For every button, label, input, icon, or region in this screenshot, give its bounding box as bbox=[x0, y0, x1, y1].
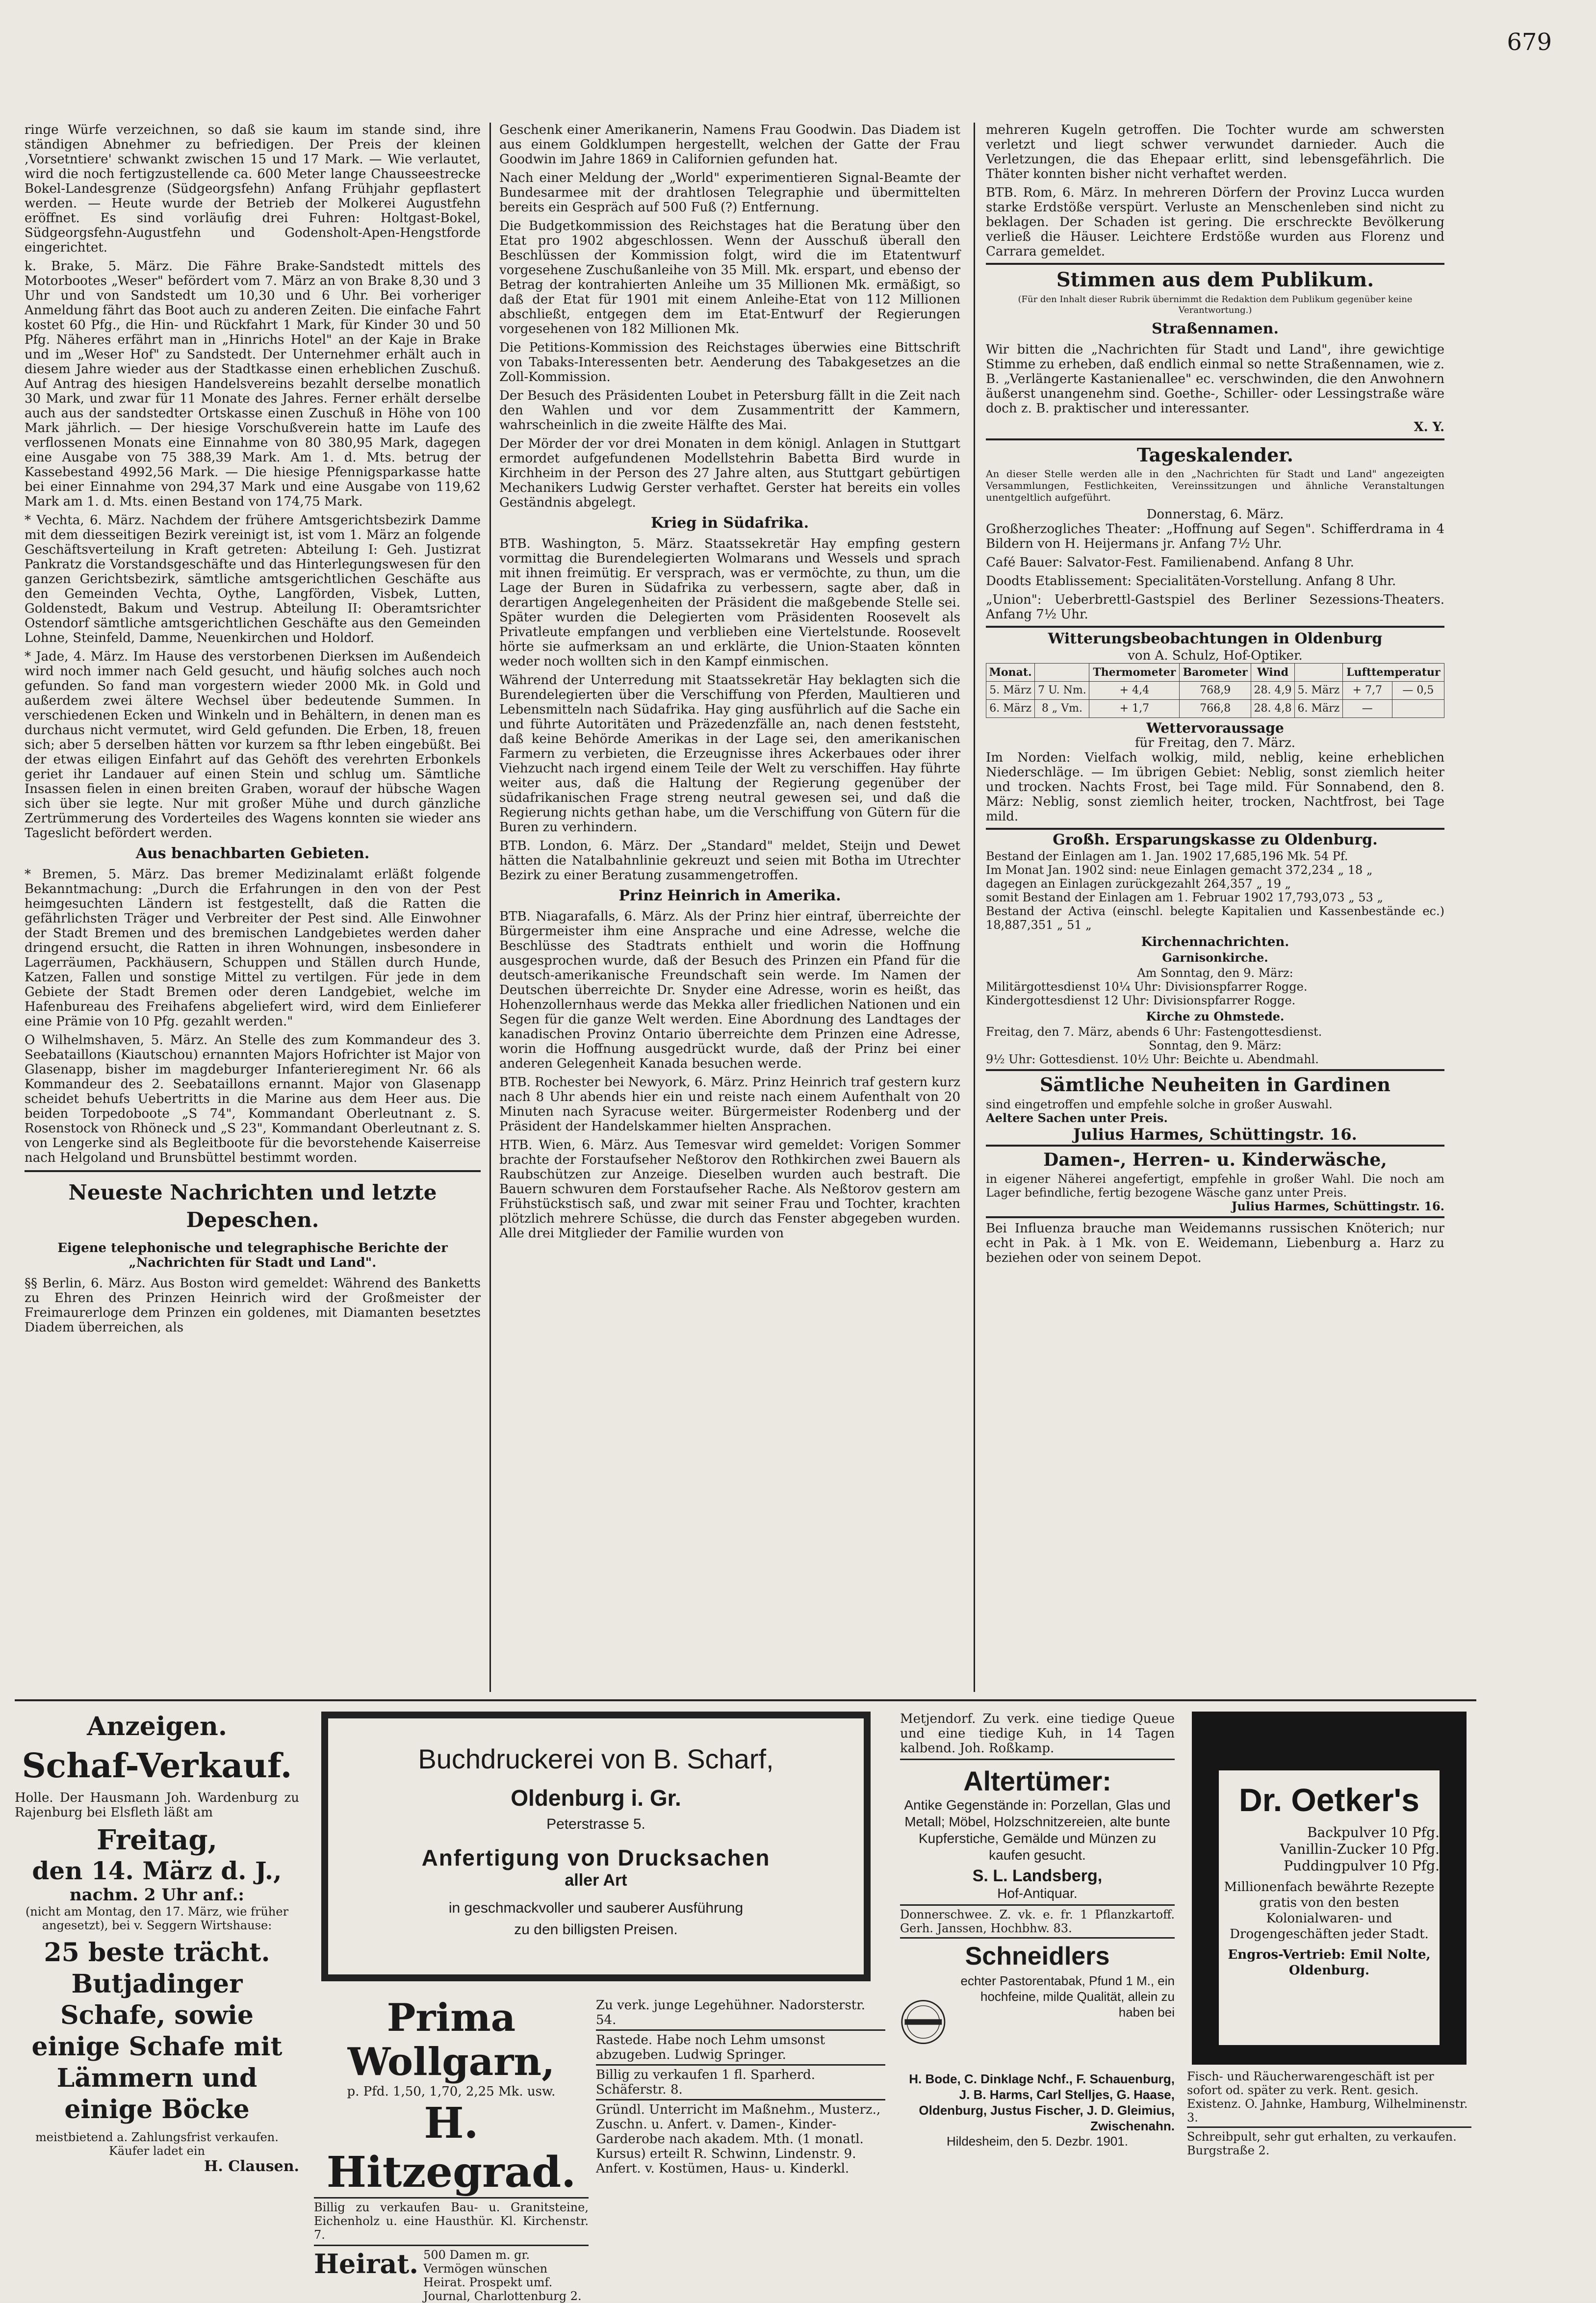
church-line: Militärgottesdienst 10¼ Uhr: Divisionspfarrer Rogge. bbox=[986, 980, 1308, 994]
divider bbox=[986, 263, 1444, 265]
weather-heading: Witterungsbeobachtungen in Oldenburg bbox=[1048, 630, 1383, 647]
divider bbox=[986, 828, 1444, 830]
small-ad: Schreibpult, sehr gut erhalten, zu verkaufen. Burgstraße 2. bbox=[1187, 2130, 1457, 2157]
page-number: 679 bbox=[1507, 28, 1552, 56]
waesche-text: in eigener Näherei angefertigt, empfehle in großer Wahl. Die noch am Lager befindliche, fertig bezogene Wäsche ganz unter Preis. bbox=[986, 1172, 1444, 1200]
table-cell: + 1,7 bbox=[1089, 700, 1180, 718]
article-paragraph: HTB. Wien, 6. März. Aus Temesvar wird gemeldet: Vorigen Sommer brachte der Forstaufseher Neßtorov den Rothkirchen zwei Bauern als Raubschützen zur Anzeige. Dieselben wurden auch bestraft. Die Bauern schwuren dem Forstaufseher Rache. Als Neßtorov gestern am Frühstückstisch saß, und zwar mit seiner Frau und Tochter, krachten plötzlich mehrere Schüsse, die durch das Fenster abgegeben wurden. Alle drei Mitglieder der Familie wurden von bbox=[499, 1138, 960, 1241]
building-materials-ad: Billig zu verkaufen Bau- u. Granitsteine, Eichenholz u. eine Hausthür. Kl. Kirchenstr. 7. bbox=[314, 2197, 589, 2242]
divider bbox=[986, 1069, 1444, 1071]
forecast-subheading: für Freitag, den 7. März. bbox=[1135, 736, 1295, 750]
table-cell: 5. März bbox=[986, 682, 1035, 700]
marriage-ad-title: Heirat. bbox=[314, 2248, 419, 2279]
table-row bbox=[986, 682, 1444, 700]
bank-heading: Großh. Ersparungskasse zu Oldenburg. bbox=[1053, 831, 1378, 848]
church-line: Kindergottesdienst 12 Uhr: Divisionspfarrer Rogge. bbox=[986, 994, 1296, 1007]
tobacco-seal-icon bbox=[900, 1973, 947, 2071]
gardinen-heading: Sämtliche Neuheiten in Gardinen bbox=[1039, 1074, 1391, 1096]
sheep-sale-note: (nicht am Montag, den 17. März, wie früher angesetzt), bei v. Seggern Wirtshause: bbox=[25, 1905, 289, 1932]
divider bbox=[986, 438, 1444, 440]
small-ad: Zu verk. junge Legehühner. Nadorsterstr. 54. bbox=[596, 1996, 885, 2031]
article-paragraph: §§ Berlin, 6. März. Aus Boston wird gemeldet: Während des Banketts zu Ehren des Prinzen Heinrich wird der Großmeister der Freimaurerloge dem Prinzen ein goldenes, mit Diamanten besetztes Diadem überreichen, als bbox=[25, 1276, 481, 1335]
article-paragraph: * Bremen, 5. März. Das bremer Medizinalamt erläßt folgende Bekanntmachung: „Durch die Erfahrungen in den von der Pest heimgesuchten Ländern ist festgestellt, daß die Ratten die gefährlichsten Träger und Verbreiter der Pest sind. Alle Einwohner der Stadt Bremen und des bremischen Landgebietes werden daher dringend ersucht, die Ratten in ihren Wohnungen, insbesondere in Lagerräumen, Packhäusern, Schuppen und Ställen durch Hunde, Katzen, Fallen und sonstige Mittel zu vertilgen. Für jede in dem Gebiete der Stadt Bremen oder deren Landgebiet, welche im Hafenbureau des Freihafens abgeliefert wird, wird dem Einlieferer eine Prämie von 10 Pfg. gezahlt werden." bbox=[25, 867, 481, 1029]
article-paragraph: k. Brake, 5. März. Die Fähre Brake-Sandstedt mittels des Motorbootes „Weser" befördert vom 7. März an von Brake 8,30 und 3 Uhr und von Sandstedt um 10,30 und 6 Uhr. Bei vorheriger Anmeldung fährt das Boot auch zu anderen Zeiten. Die einfache Fahrt kostet 60 Pfg., die Hin- und Rückfahrt 1 Mark, für Kinder 30 und 50 Pfg. Näheres erfährt man in „Hinrichs Hotel" an der Kaje in Brake und im „Weser Hof" zu Sandstedt. Der Unternehmer erhält auch in diesem Jahre wieder aus der Stadtkasse einen erheblichen Zuschuß. Auf Antrag des hiesigen Handelsvereins bezahlt derselbe monatlich 30 Mark, und zwar für 11 Monate des Jahres. Ferner erhält derselbe auch aus der sandstedter Ortskasse einen Zuschuß in Höhe von 100 Mark jährlich. — Der hiesige Vorschußverein hatte im Laufe des verflossenen Monats eine Einnahme von 80 380,95 Mark, dagegen eine Ausgabe von 75 388,39 Mark. Am 1. d. Mts. betrug der Kassebestand 4992,56 Mark. — Die hiesige Pfennigsparkasse hatte bei einer Einnahme von 294,37 Mark und eine Ausgabe von 119,62 Mark am 1. d. Mts. einen Bestand von 174,75 Mark. bbox=[25, 259, 481, 509]
latest-news-heading: Neueste Nachrichten und letzte Depeschen. bbox=[68, 1180, 437, 1232]
ad-right-bottom bbox=[1187, 2070, 1471, 2157]
waesche-heading: Damen-, Herren- u. Kinderwäsche, bbox=[1043, 1150, 1387, 1170]
table-cell: 28. 4,8 bbox=[1251, 700, 1295, 718]
oetker-dealer: Engros-Vertrieb: Emil Nolte, Oldenburg. bbox=[1228, 1947, 1431, 1978]
ad-wool bbox=[314, 1996, 589, 2303]
sheep-sale-title: Schaf-Verkauf. bbox=[22, 1746, 292, 1786]
table-cell: — bbox=[1342, 700, 1392, 718]
signature: X. Y. bbox=[1414, 420, 1444, 435]
divider bbox=[25, 1170, 481, 1172]
weather-table bbox=[986, 663, 1444, 718]
small-ad: Gründl. Unterricht im Maßnehm., Musterz., Zuschn. u. Anfert. v. Damen-, Kinder-Garderobe nach akadem. Mth. (1 monatl. Kursus) erteilt R. Schwinn, Lindenstr. 9. Anfert. v. Kostümen, Haus- u. Kinderkl. bbox=[596, 2102, 881, 2176]
marriage-ad-text: 500 Damen m. gr. Vermögen wünschen Heirat. Prospekt umf. Journal, Charlottenburg 2. bbox=[423, 2248, 582, 2303]
article-paragraph: Die Petitions-Kommission des Reichstages überwies eine Bittschrift von Tabaks-Interessenten betr. Aenderung des Tabakgesetzes an die Zoll-Kommission. bbox=[499, 340, 960, 384]
article-paragraph: O Wilhelmshaven, 5. März. An Stelle des zum Kommandeur des 3. Seebataillons (Kiautschou) ernannten Majors Hofrichter ist Major von Glasenapp, bisher im magdeburger Infanterieregiment Nr. 66 als Kommandeur des 2. Seebataillons ernannt. Major von Glasenapp scheidet behufs Uebertritts in die Marine aus dem Heer aus. Die beiden Torpedoboote „S 74", Kommandant Oberleutnant z. S. Rosenstock von Rhöneck und „S 23", Kommandant Oberleutnant z. S. von Lengerke sind als Begleitboote für die bevorstehende Kaiserreise nach Helgoland und Brunsbüttel bestimmt worden. bbox=[25, 1033, 481, 1165]
antiques-text: Antike Gegenstände in: Porzellan, Glas und Metall; Möbel, Holzschnitzereien, alte bunte Kupferstiche, Gemälde und Münzen zu kaufen gesucht. bbox=[904, 1797, 1171, 1863]
church-line: Freitag, den 7. März, abends 6 Uhr: Fastengottesdienst. bbox=[986, 1025, 1322, 1039]
calendar-item: Doodts Etablissement: Specialitäten-Vorstellung. Anfang 8 Uhr. bbox=[986, 574, 1396, 589]
article-paragraph: Nach einer Meldung der „World" experimentieren Signal-Beamte der Bundesarmee mit der drahtlosen Telegraphie und übermittelten bereits ein Gespräch auf 500 Fuß (?) Entfernung. bbox=[499, 171, 960, 215]
table-header bbox=[1294, 664, 1342, 682]
antiques-sub: Hof-Antiquar. bbox=[900, 1886, 1175, 1906]
small-ad: Donnerschwee. Z. vk. e. fr. 1 Pflanzkartoff. Gerh. Janssen, Hochbhw. 83. bbox=[900, 1906, 1175, 1939]
garrison-heading: Garnisonkirche. bbox=[1162, 950, 1268, 965]
table-cell: 768,9 bbox=[1180, 682, 1251, 700]
waesche-firm: Julius Harmes, Schüttingstr. 16. bbox=[1232, 1199, 1444, 1213]
tobacco-text: echter Pastorentabak, Pfund 1 M., ein hochfeine, milde Qualität, allein zu haben bei bbox=[960, 1973, 1175, 2020]
divider bbox=[986, 626, 1444, 628]
table-cell: 6. März bbox=[1294, 700, 1342, 718]
table-header: Lufttemperatur bbox=[1342, 664, 1444, 682]
ohmstede-heading: Kirche zu Ohmstede. bbox=[1146, 1009, 1285, 1024]
table-cell: 766,8 bbox=[1180, 700, 1251, 718]
wool-prices: p. Pfd. 1,50, 1,70, 2,25 Mk. usw. bbox=[347, 2084, 556, 2099]
sheep-sale-date: den 14. März d. J., bbox=[32, 1856, 282, 1885]
article-paragraph: Geschenk einer Amerikanerin, Namens Frau Goodwin. Das Diadem ist aus einem Goldklumpen hergestellt, welchen der Gatte der Frau Goodwin im Jahre 1869 in Californien gefunden hat. bbox=[499, 123, 960, 167]
print-shop-name: Buchdruckerei von B. Scharf, bbox=[418, 1743, 774, 1774]
print-shop-service: Anfertigung von Drucksachen bbox=[421, 1845, 771, 1870]
article-paragraph: BTB. London, 6. März. Der „Standard" meldet, Steijn und Dewet hätten die Natalbahnlinie gekreuzt und seien mit Botha im Utrechter Bezirk zu einer Beratung zusammengetroffen. bbox=[499, 839, 960, 883]
article-paragraph: mehreren Kugeln getroffen. Die Tochter wurde am schwersten verletzt und liegt schwer verwundet darnieder. Auch die Verletzungen, die das Ehepaar erlitt, sind lebensgefährlich. Die Thäter konnten bisher nicht verhaftet werden. bbox=[986, 123, 1444, 181]
oetker-title: Dr. Oetker's bbox=[1239, 1782, 1419, 1818]
gardinen-text: sind eingetroffen und empfehle solche in großer Auswahl. bbox=[986, 1098, 1333, 1111]
section-heading: Aus benachbarten Gebieten. bbox=[135, 845, 370, 862]
table-cell: 28. 4,9 bbox=[1251, 682, 1295, 700]
weather-subheading: von A. Schulz, Hof-Optiker. bbox=[1128, 648, 1303, 663]
antiques-firm: S. L. Landsberg, bbox=[972, 1867, 1103, 1885]
article-paragraph: BTB. Rom, 6. März. In mehreren Dörfern der Provinz Lucca wurden starke Erdstöße verspürt. Verluste an Menschenleben sind nicht zu beklagen. Der Schaden ist gering. Die erschreckte Bevölkerung verließ die Häuser. Leichtere Erdstöße wurden aus Florenz und Carrara gemeldet. bbox=[986, 185, 1444, 259]
sheep-sale-big: 25 beste trächt. Butjadinger Schafe, sowie einige Schafe mit Lämmern und einige Böcke bbox=[31, 1938, 283, 2124]
table-cell: 8 „ Vm. bbox=[1035, 700, 1089, 718]
small-ad: Billig zu verkaufen 1 fl. Sparherd. Schäferstr. 8. bbox=[596, 2066, 885, 2100]
small-ads-group bbox=[596, 1996, 885, 2178]
oetker-item: Vanillin-Zucker 10 Pfg. bbox=[1280, 1841, 1440, 1857]
print-shop-city: Oldenburg i. Gr. bbox=[511, 1785, 681, 1811]
forecast-text: Im Norden: Vielfach wolkig, mild, neblig, keine erheblichen Niederschläge. — Im übrigen Gebiet: Neblig, sonst ziemlich heiter und trocken. Nachts Frost, bei Tage mild. Für Sonnabend, den 8. März: Neblig, sonst ziemlich heiter, trocken, Nachtfrost, bei Tage mild. bbox=[986, 750, 1444, 824]
church-line: 9½ Uhr: Gottesdienst. 10½ Uhr: Beichte u. Abendmahl. bbox=[986, 1052, 1319, 1066]
table-cell: 7 U. Nm. bbox=[1035, 682, 1089, 700]
section-heading: Krieg in Südafrika. bbox=[650, 514, 809, 532]
table-cell: + 4,4 bbox=[1089, 682, 1180, 700]
divider bbox=[986, 1145, 1444, 1147]
table-header: Thermometer bbox=[1089, 664, 1180, 682]
public-voices-heading: Stimmen aus dem Publikum. bbox=[1056, 268, 1374, 291]
calendar-item: Großherzogliches Theater: „Hoffnung auf Segen". Schifferdrama in 4 Bildern von H. Heijermans jr. Anfang 7½ Uhr. bbox=[986, 522, 1444, 551]
ads-heading: Anzeigen. bbox=[87, 1712, 227, 1741]
article-paragraph: BTB. Rochester bei Newyork, 6. März. Prinz Heinrich traf gestern kurz nach 8 Uhr abends hier ein und reiste nach einem Aufenthalt von 20 Minuten nach Syracuse weiter. Bürgermeister Rodenberg und der Präsident der Handelskammer hielten Ansprachen. bbox=[499, 1075, 960, 1134]
article-paragraph: * Vechta, 6. März. Nachdem der frühere Amtsgerichtsbezirk Damme mit dem diesseitigen Bezirk vereinigt ist, ist vom 1. März an folgende Geschäftsverteilung in Kraft getreten: Abteilung I: Geh. Justizrat Pankratz die Vorstandsgeschäfte und das Hinterlegungswesen für den ganzen Gerichtsbezirk, sämtliche amtsgerichtlichen Geschäfte aus den Gemeinden Vechta, Oythe, Langförden, Visbek, Lutten, Goldenstedt, Bakum und Vestrup. Abteilung II: Oberamtsrichter Ostendorf sämtliche amtsgerichtlichen Geschäfte aus den Gemeinden Lohne, Steinfeld, Damme, Neuenkirchen und Holdorf. bbox=[25, 513, 481, 645]
oetker-text: Millionenfach bewährte Rezepte gratis von den besten Kolonialwaren- und Drogengeschäften jeder Stadt. bbox=[1224, 1880, 1435, 1942]
tobacco-date: Hildesheim, den 5. Dezbr. 1901. bbox=[947, 2134, 1128, 2149]
wool-firm: H. Hitzegrad. bbox=[326, 2098, 576, 2197]
bank-line: Im Monat Jan. 1902 sind: neue Einlagen gemacht 372,234 „ 18 „ bbox=[986, 863, 1373, 877]
church-line: Sonntag, den 9. März: bbox=[1149, 1039, 1282, 1052]
column-3 bbox=[986, 123, 1444, 1269]
print-shop-street: Peterstrasse 5. bbox=[546, 1816, 645, 1832]
article-paragraph: * Jade, 4. März. Im Hause des verstorbenen Dierksen im Außendeich wird noch immer nach Geld gesucht, und häufig solches auch noch gefunden. So fand man vorgestern wieder 2000 Mk. in Gold und außerdem zwei ältere Wechsel über bedeutende Summen. In verschiedenen Ecken und Winkeln und in Behältern, in denen man es durchaus nicht vermutet, wird Geld gefunden. Die Erben, 18, freuen sich; aber 5 derselben hätten vor kurzem sa fthr leben eingebüßt. Bei der etwas eiligen Einfahrt auf das Gehöft des verehrten Erbonkels geriet ihr Landauer auf einen Stein und schlug um. Sämtliche Insassen fielen in einen breiten Graben, worauf der hübsche Wagen sich über sie legte. Nur mit großer Mühe und durch gänzliche Zertrümmerung des Vorderteiles des Wagens konnten sie wieder ans Tageslicht befördert werden. bbox=[25, 649, 481, 841]
calendar-note: An dieser Stelle werden alle in den „Nachrichten für Stadt und Land" angezeigten Versammlungen, Festlichkeiten, Vereinssitzungen und ähnliche Veranstaltungen unentgeltlich aufgeführt. bbox=[986, 468, 1444, 503]
table-header: Barometer bbox=[1180, 664, 1251, 682]
latest-news-subheading: Eigene telephonische und telegraphische Berichte der „Nachrichten für Stadt und Land". bbox=[57, 1241, 448, 1270]
sheep-sale-time: nachm. 2 Uhr anf.: bbox=[70, 1885, 244, 1905]
forecast-heading: Wettervoraussage bbox=[1146, 720, 1284, 736]
table-row bbox=[986, 700, 1444, 718]
bank-line: Bestand der Activa (einschl. belegte Kapitalien und Kassenbestände ec.) 18,887,351 „ 51 „ bbox=[986, 904, 1444, 932]
divider bbox=[986, 1216, 1444, 1218]
small-ad: Metjendorf. Zu verk. eine tiedige Queue und eine tiedige Kuh, in 14 Tagen kalbend. Joh. Roßkamp. bbox=[900, 1712, 1175, 1760]
bank-line: somit Bestand der Einlagen am 1. Februar 1902 17,793,073 „ 53 „ bbox=[986, 891, 1383, 904]
column-rule bbox=[974, 123, 975, 1692]
ad-sheep-sale bbox=[15, 1712, 299, 2175]
table-cell bbox=[1392, 700, 1444, 718]
article-paragraph: Die Budgetkommission des Reichstages hat die Beratung über den Etat pro 1902 abgeschlossen. Wenn der Ausschuß überall den Beschlüssen der Kommission folgt, wird die im Etatentwurf vorgesehene Zuschußanleihe von 35 Mill. Mk. erspart, und ebenso der Betrag der kontrahierten Anleihe um 35 Millionen Mk. ermäßigt, so daß der Etat für 1901 mit einem Anleihe-Etat von 112 Millionen abschließt, entgegen dem im Etat-Entwurf der Regierungen vorgesehenen von 182 Millionen Mk. bbox=[499, 219, 960, 336]
small-ad: Fisch- und Räucherwarengeschäft ist per sofort od. später zu verk. Rent. gesich. Existenz. O. Jahnke, Hamburg, Wilhelminenstr. 3. bbox=[1187, 2070, 1471, 2128]
wool-title: Prima Wollgarn, bbox=[347, 1996, 555, 2084]
table-cell: — 0,5 bbox=[1392, 682, 1444, 700]
article-paragraph: Der Mörder der vor drei Monaten in dem königl. Anlagen in Stuttgart ermordet aufgefundenen Modellstehrin Babetta Bird wurde in Kirchheim in der Person des 27 Jahre alten, aus Stuttgart gebürtigen Mechanikers Ludwig Gerster verhaftet. Gerster hat bereits ein volles Geständnis abgelegt. bbox=[499, 436, 960, 510]
table-cell: + 7,7 bbox=[1342, 682, 1392, 700]
article-paragraph: ringe Würfe verzeichnen, so daß sie kaum im stande sind, ihre ständigen Abnehmer zu befriedigen. Der Preis der kleinen ‚Vorsetntiere' schwankt zwischen 15 und 17 Mark. — Wie verlautet, wird die noch fertigzustellende ca. 600 Meter lange Chausseestrecke Bokel-Landesgrenze (Südgeorgsfehn) Anfang Frühjahr gepflastert werden. — Heute wurde der Betrieb der Molkerei Augustfehn eröffnet. Es sind vorläufig drei Fuhren: Holtgast-Bokel, Südgeorgsfehn-Augustfehn und Godensholt-Apen-Hengstforde eingerichtet. bbox=[25, 123, 481, 255]
calendar-day: Donnerstag, 6. März. bbox=[1146, 507, 1284, 522]
column-rule bbox=[489, 123, 491, 1692]
oetker-panel bbox=[1219, 1770, 1440, 2045]
sheep-sale-foot: meistbietend a. Zahlungsfrist verkaufen. Käufer ladet ein bbox=[35, 2130, 279, 2158]
article-paragraph: BTB. Niagarafalls, 6. März. Als der Prinz hier eintraf, überreichte der Bürgermeister ihm eine Ansprache und eine Adresse, welche die Beschlüsse des Stadtrats enthielt und worin die Hoffnung ausgesprochen wurde, daß der Besuch des Prinzen ein Pfand für die deutsch-amerikanische Freundschaft sein werde. Im Namen der Deutschen überreichte Dr. Snyder eine Adresse, worin es heißt, das Hohenzollernhaus werde das Mekka aller friedlichen Nationen und ein Segen für die ganze Welt werden. Eine Abordnung des Landtages der kanadischen Provinz Ontario überreichte dem Prinzen eine Adresse, worin die Hoffnung ausgedrückt wurde, daß der Prinz bei einer anderen Gelegenheit Kanada besuchen werde. bbox=[499, 909, 960, 1071]
tobacco-title: Schneidlers bbox=[965, 1942, 1110, 1970]
article-paragraph: BTB. Washington, 5. März. Staatssekretär Hay empfing gestern vormittag die Burendelegierten Wolmarans und Wessels und sprach mit ihnen freimütig. Er versprach, was er vermöchte, zu thun, um die Lage der Buren in Südafrika zu verbessern, sagte aber, daß in derartigen Angelegenheiten der Präsident die maßgebende Stelle sei. Später wurden die Delegierten vom Präsidenten Roosevelt als Privatleute empfangen und verblieben eine Viertelstunde. Roosevelt hörte sie aufmerksam an und erklärte, die Union-Staaten könnten weder noch wollten sich in den Kampf einmischen. bbox=[499, 537, 960, 669]
sheep-sale-day: Freitag, bbox=[97, 1824, 217, 1856]
article-paragraph: Der Besuch des Präsidenten Loubet in Petersburg fällt in die Zeit nach den Wahlen und vor dem Zusammentritt der Kammern, wahrscheinlich in die zweite Hälfte des Mai. bbox=[499, 388, 960, 433]
oetker-item: Backpulver 10 Pfg. bbox=[1307, 1824, 1440, 1841]
print-shop-service-sub: aller Art bbox=[565, 1871, 627, 1890]
table-header: Monat. bbox=[986, 664, 1035, 682]
ad-column-mid bbox=[900, 1712, 1175, 2149]
sheep-sale-sign: H. Clausen. bbox=[204, 2158, 299, 2175]
public-voices-note: (Für den Inhalt dieser Rubrik übernimmt die Redaktion dem Publikum gegenüber keine Verantwortung.) bbox=[1018, 294, 1413, 315]
small-ad: Rastede. Habe noch Lehm umsonst abzugeben. Ludwig Springer. bbox=[596, 2031, 885, 2066]
table-header: Wind bbox=[1251, 664, 1295, 682]
ad-oetker bbox=[1192, 1712, 1467, 2065]
bank-line: dagegen an Einlagen zurückgezahlt 264,357 „ 19 „ bbox=[986, 877, 1291, 891]
influenza-ad: Bei Influenza brauche man Weidemanns russischen Knöterich; nur echt in Pak. à 1 Mk. von E. Weidemann, Liebenburg a. Harz zu beziehen oder von seinem Depot. bbox=[986, 1221, 1444, 1265]
church-line: Am Sonntag, den 9. März: bbox=[1137, 966, 1293, 980]
antiques-title: Altertümer: bbox=[963, 1766, 1111, 1796]
sheep-sale-text: Holle. Der Hausmann Joh. Wardenburg zu Rajenburg bei Elsfleth läßt am bbox=[15, 1791, 299, 1820]
column-2 bbox=[499, 123, 960, 1245]
table-cell: 6. März bbox=[986, 700, 1035, 718]
section-heading: Prinz Heinrich in Amerika. bbox=[618, 887, 841, 904]
article-paragraph: Wir bitten die „Nachrichten für Stadt und Land", ihre gewichtige Stimme zu erheben, daß endlich einmal so nette Straßennamen, wie z. B. „Verlängerte Kastanienallee" ec. verschwinden, die den Anwohnern äußerst unangenehm sind. Goethe-, Schiller- oder Lessingstraße wäre doch z. B. praktischer und interessanter. bbox=[986, 342, 1444, 416]
calendar-item: Café Bauer: Salvator-Fest. Familienabend. Anfang 8 Uhr. bbox=[986, 555, 1354, 570]
bank-line: Bestand der Einlagen am 1. Jan. 1902 17,685,196 Mk. 54 Pf. bbox=[986, 849, 1348, 863]
calendar-item: „Union": Ueberbrettl-Gastspiel des Berliner Sezessions-Theaters. Anfang 7½ Uhr. bbox=[986, 592, 1444, 622]
gardinen-firm: Julius Harmes, Schüttingstr. 16. bbox=[1073, 1125, 1357, 1144]
print-shop-prices: zu den billigsten Preisen. bbox=[514, 1921, 678, 1938]
section-heading: Straßennamen. bbox=[1152, 320, 1279, 337]
oetker-item: Puddingpulver 10 Pfg. bbox=[1284, 1858, 1440, 1874]
tobacco-dealers: H. Bode, C. Dinklage Nchf., F. Schauenburg, J. B. Harms, Carl Stelljes, G. Haase, Oldenburg, Justus Fischer, J. D. Gleimius, Zwischenahn. bbox=[909, 2072, 1175, 2133]
calendar-heading: Tageskalender. bbox=[1136, 444, 1294, 466]
ad-print-shop bbox=[321, 1712, 871, 1981]
column-1 bbox=[25, 123, 481, 1339]
gardinen-sale: Aeltere Sachen unter Preis. bbox=[986, 1111, 1168, 1125]
article-paragraph: Während der Unterredung mit Staatssekretär Hay beklagten sich die Burendelegierten über die Verschiffung von Pferden, Maultieren und Lebensmitteln nach Südafrika. Hay ging ausführlich auf die Sache ein und führte Autoritäten und Präzedenzfälle an, nach denen feststeht, daß keine Behörde Amerikas in der Lage sei, den amerikanischen Farmern zu verbieten, die Erzeugnisse ihres Ackerbaues oder ihrer Viehzucht nach irgend einem Teile der Welt zu verschiffen. Hay führte weiter aus, daß die Haltung der Regierung gegenüber der südafrikanischen Frage streng neutral gewesen sei, und daß die Regierung nichts gethan habe, um die Verschiffung von Gütern für die Buren zu verhindern. bbox=[499, 673, 960, 835]
table-cell: 5. März bbox=[1294, 682, 1342, 700]
ads-divider bbox=[15, 1699, 1476, 1701]
church-heading: Kirchennachrichten. bbox=[1141, 935, 1289, 949]
print-shop-quality: in geschmackvoller und sauberer Ausführung bbox=[448, 1900, 744, 1916]
table-header bbox=[1035, 664, 1089, 682]
